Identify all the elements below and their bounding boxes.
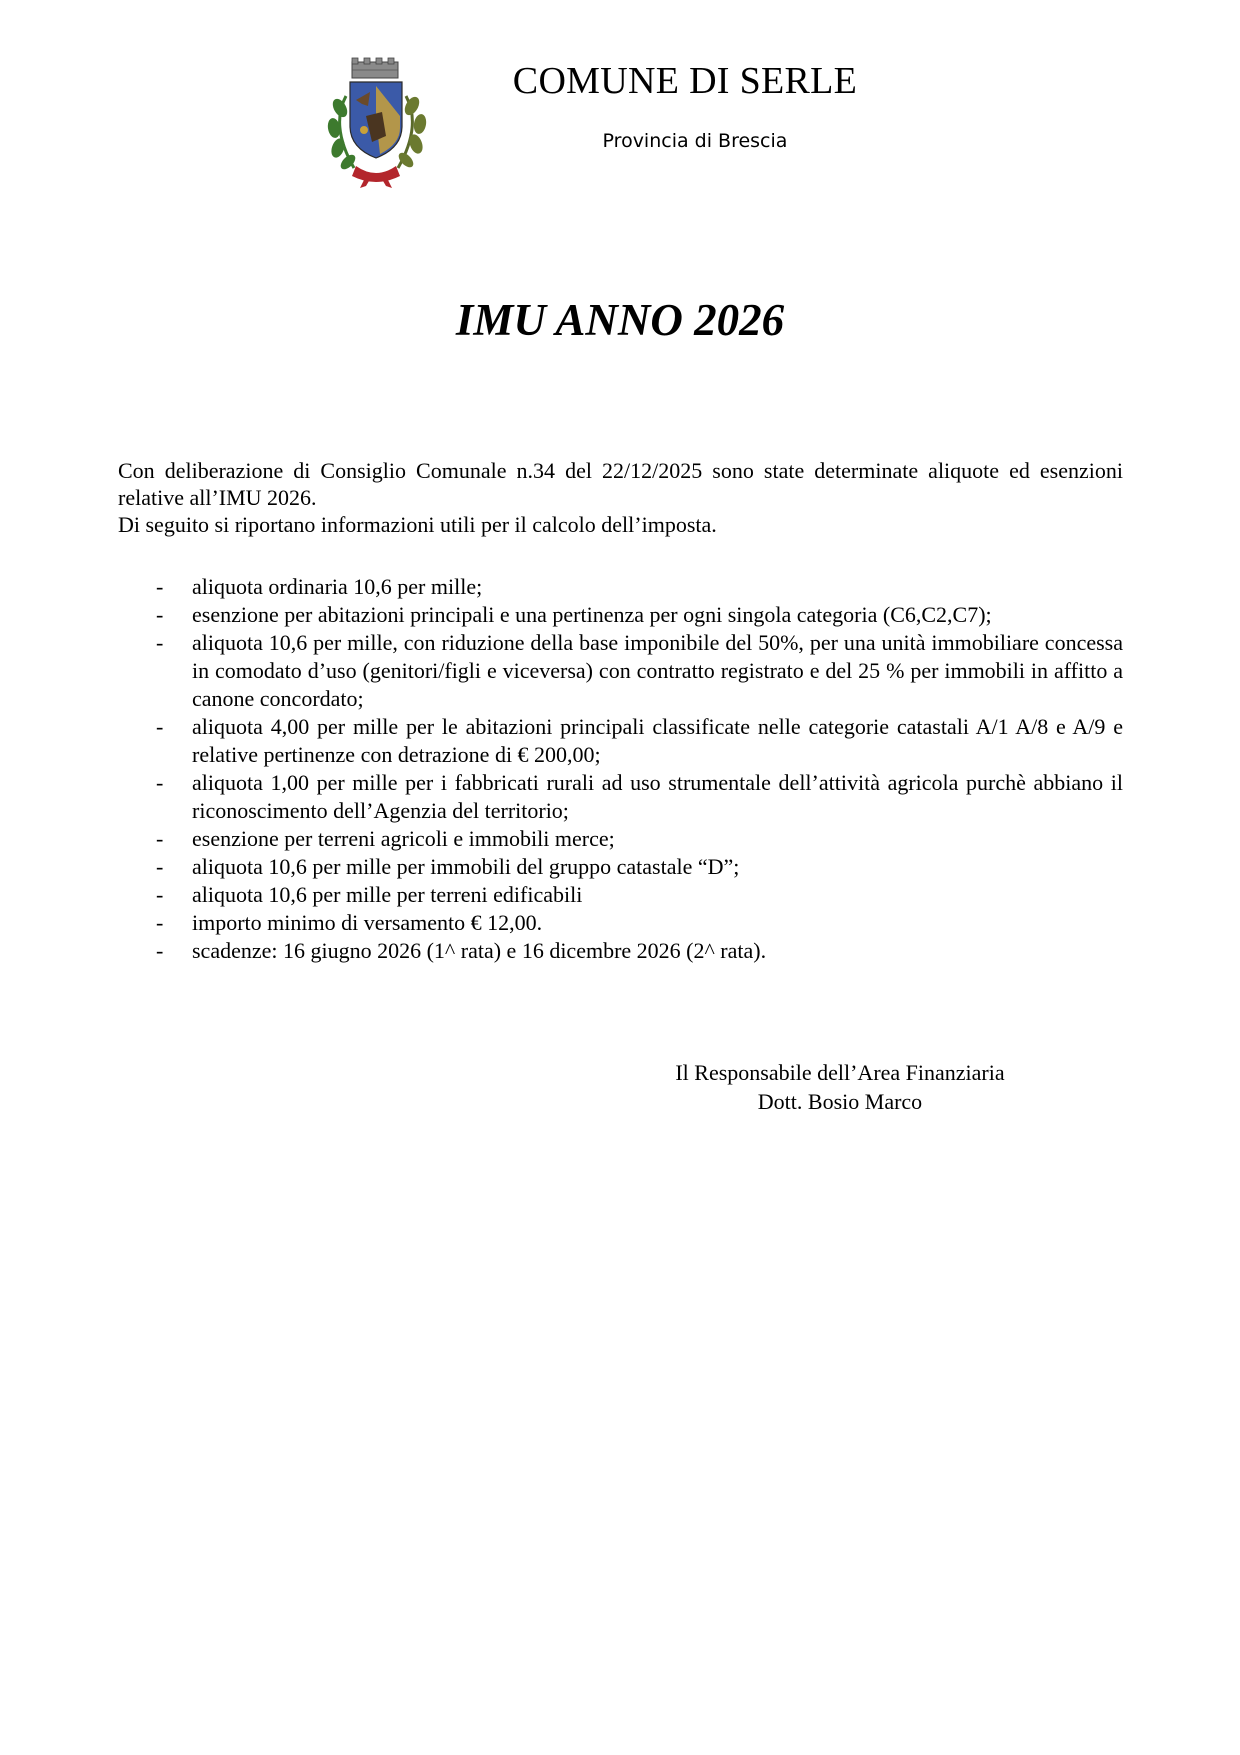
list-bullet: - — [156, 574, 164, 599]
intro-paragraph-2: Di seguito si riportano informazioni utili per il calcolo dell’imposta. — [118, 512, 717, 537]
list-bullet: - — [156, 602, 164, 627]
list-bullet: - — [156, 826, 164, 851]
municipality-name: COMUNE DI SERLE — [512, 60, 858, 102]
signatory-name: Dott. Bosio Marco — [757, 1089, 923, 1114]
list-item-text: aliquota ordinaria 10,6 per mille; — [192, 574, 483, 599]
list-item — [118, 881, 1123, 909]
document-title: IMU ANNO 2026 — [455, 295, 785, 345]
list-item — [118, 909, 1123, 937]
intro-text — [118, 457, 1123, 538]
list-item — [118, 713, 1123, 769]
list-item — [118, 601, 1123, 629]
list-item-text: esenzione per abitazioni principali e una pertinenza per ogni singola categoria (C6,C2,C7); — [192, 602, 992, 627]
list-item-text: scadenze: 16 giugno 2026 (1^ rata) e 16 dicembre 2026 (2^ rata). — [192, 938, 767, 963]
rates-list — [118, 573, 1123, 965]
list-item — [118, 769, 1123, 825]
list-item — [118, 853, 1123, 881]
intro-paragraph-1: Con deliberazione di Consiglio Comunale n.34 del 22/12/2025 sono state determinate aliquote ed esenzioni relative all’IMU 2026. — [118, 458, 1123, 510]
list-item-text: aliquota 10,6 per mille per immobili del gruppo catastale “D”; — [192, 854, 740, 879]
list-bullet: - — [156, 854, 164, 879]
list-item — [118, 573, 1123, 601]
list-bullet: - — [156, 770, 164, 795]
municipal-coat-of-arms-icon — [316, 56, 436, 191]
list-item-text: aliquota 1,00 per mille per i fabbricati rurali ad uso strumentale dell’attività agricola purchè abbiano il riconoscimento dell’Agenzia del territorio; — [192, 770, 1123, 823]
list-item-text: importo minimo di versamento € 12,00. — [192, 910, 543, 935]
list-item — [118, 937, 1123, 965]
list-bullet: - — [156, 630, 164, 655]
list-bullet: - — [156, 938, 164, 963]
list-item-text: aliquota 10,6 per mille per terreni edificabili — [192, 882, 583, 907]
list-item-text: aliquota 4,00 per mille per le abitazioni principali classificate nelle categorie catastali A/1 A/8 e A/9 e relative pertinenze con detrazione di € 200,00; — [192, 714, 1123, 767]
list-item — [118, 629, 1123, 713]
list-item-text: aliquota 10,6 per mille, con riduzione della base imponibile del 50%, per una unità immobiliare concessa in comodato d’uso (genitori/figli e viceversa) con contratto registrato e del 25 % per immobili in affitto a canone concordato; — [192, 630, 1123, 711]
list-bullet: - — [156, 910, 164, 935]
signatory-role: Il Responsabile dell’Area Finanziaria — [675, 1060, 1005, 1085]
signature-block — [640, 1058, 1040, 1116]
list-bullet: - — [156, 882, 164, 907]
list-bullet: - — [156, 714, 164, 739]
list-item-text: esenzione per terreni agricoli e immobili merce; — [192, 826, 615, 851]
list-item — [118, 825, 1123, 853]
province-name: Provincia di Brescia — [602, 130, 788, 152]
